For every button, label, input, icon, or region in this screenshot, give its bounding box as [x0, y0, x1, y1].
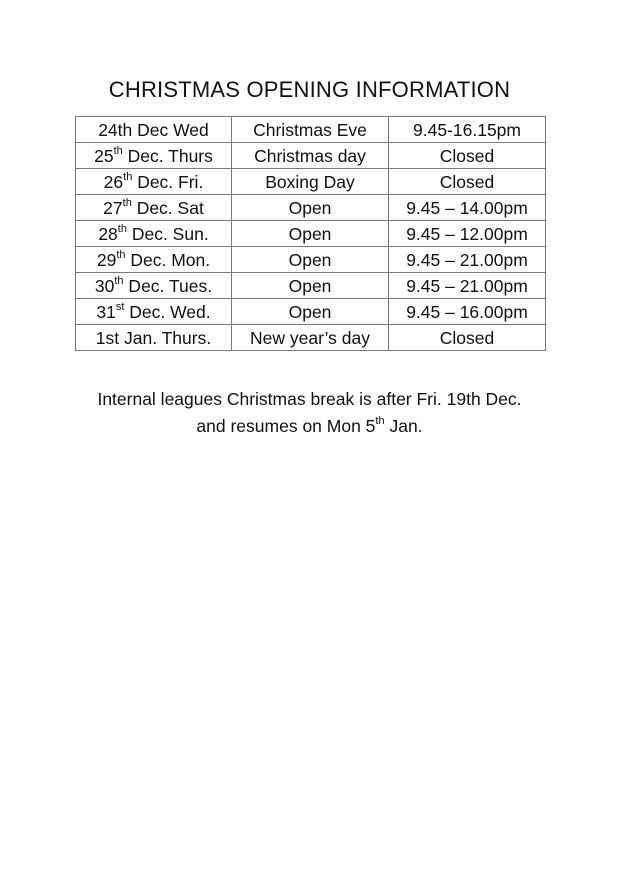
date-ordinal: st [115, 300, 125, 313]
note-line-2-ordinal: th [375, 415, 385, 428]
date-cell [76, 325, 232, 351]
date-cell [76, 143, 232, 169]
date-cell [76, 273, 232, 299]
hours-cell: Closed [389, 169, 546, 195]
table-row [76, 299, 546, 325]
date-day: 28 [98, 223, 118, 244]
hours-cell: Closed [389, 143, 546, 169]
date-day: 27 [103, 197, 123, 218]
hours-cell: 9.45 – 21.00pm [389, 247, 546, 273]
table-row [76, 169, 546, 195]
event-cell: Open [232, 195, 389, 221]
hours-cell: 9.45 – 16.00pm [389, 299, 546, 325]
hours-cell: Closed [389, 325, 546, 351]
date-day: 25 [94, 145, 114, 166]
date-day: 24th [98, 119, 133, 140]
table-row [76, 221, 546, 247]
date-ordinal: th [116, 248, 126, 261]
table-row [76, 195, 546, 221]
league-break-note [0, 386, 619, 440]
table-row [76, 273, 546, 299]
event-cell: Open [232, 299, 389, 325]
event-cell: Christmas Eve [232, 117, 389, 143]
date-day: 31 [96, 301, 116, 322]
note-line-2-rest: Jan. [384, 416, 423, 436]
note-line-1: Internal leagues Christmas break is after Fri. 19th Dec. [97, 389, 522, 409]
hours-cell: 9.45 – 12.00pm [389, 221, 546, 247]
table-row [76, 247, 546, 273]
date-cell [76, 169, 232, 195]
event-cell: Open [232, 247, 389, 273]
event-cell: Boxing Day [232, 169, 389, 195]
date-ordinal: th [114, 274, 124, 287]
date-cell [76, 221, 232, 247]
date-day: 1st Jan. Thurs. [95, 327, 212, 348]
hours-cell: 9.45 – 14.00pm [389, 195, 546, 221]
event-cell: Open [232, 273, 389, 299]
note-line-2 [0, 413, 619, 440]
date-rest: Dec. Wed. [124, 301, 211, 322]
opening-hours-table [75, 116, 546, 351]
date-cell [76, 195, 232, 221]
date-ordinal: th [123, 170, 133, 183]
date-rest: Dec. Mon. [125, 249, 211, 270]
date-day: 29 [96, 249, 117, 270]
date-rest: Dec. Sat [131, 197, 204, 218]
date-ordinal: th [117, 222, 127, 235]
hours-cell: 9.45-16.15pm [389, 117, 546, 143]
page-title: CHRISTMAS OPENING INFORMATION [108, 77, 511, 102]
date-cell [76, 299, 232, 325]
date-cell [76, 117, 232, 143]
date-rest: Dec. Sun. [126, 223, 209, 244]
opening-hours-body [76, 117, 546, 351]
event-cell: Christmas day [232, 143, 389, 169]
date-ordinal: th [122, 196, 132, 209]
table-row [76, 117, 546, 143]
date-cell [76, 247, 232, 273]
date-day: 26 [103, 171, 124, 192]
date-rest: Dec. Fri. [132, 171, 204, 192]
date-rest: Dec. Thurs [122, 145, 213, 166]
note-line-2-prefix: and resumes on Mon 5 [196, 416, 376, 436]
table-row [76, 325, 546, 351]
date-rest: Dec Wed [132, 119, 209, 140]
event-cell: Open [232, 221, 389, 247]
table-row [76, 143, 546, 169]
event-cell: New year’s day [232, 325, 389, 351]
date-rest: Dec. Tues. [123, 275, 213, 296]
hours-cell: 9.45 – 21.00pm [389, 273, 546, 299]
date-day: 30 [94, 275, 115, 296]
date-ordinal: th [113, 144, 123, 157]
